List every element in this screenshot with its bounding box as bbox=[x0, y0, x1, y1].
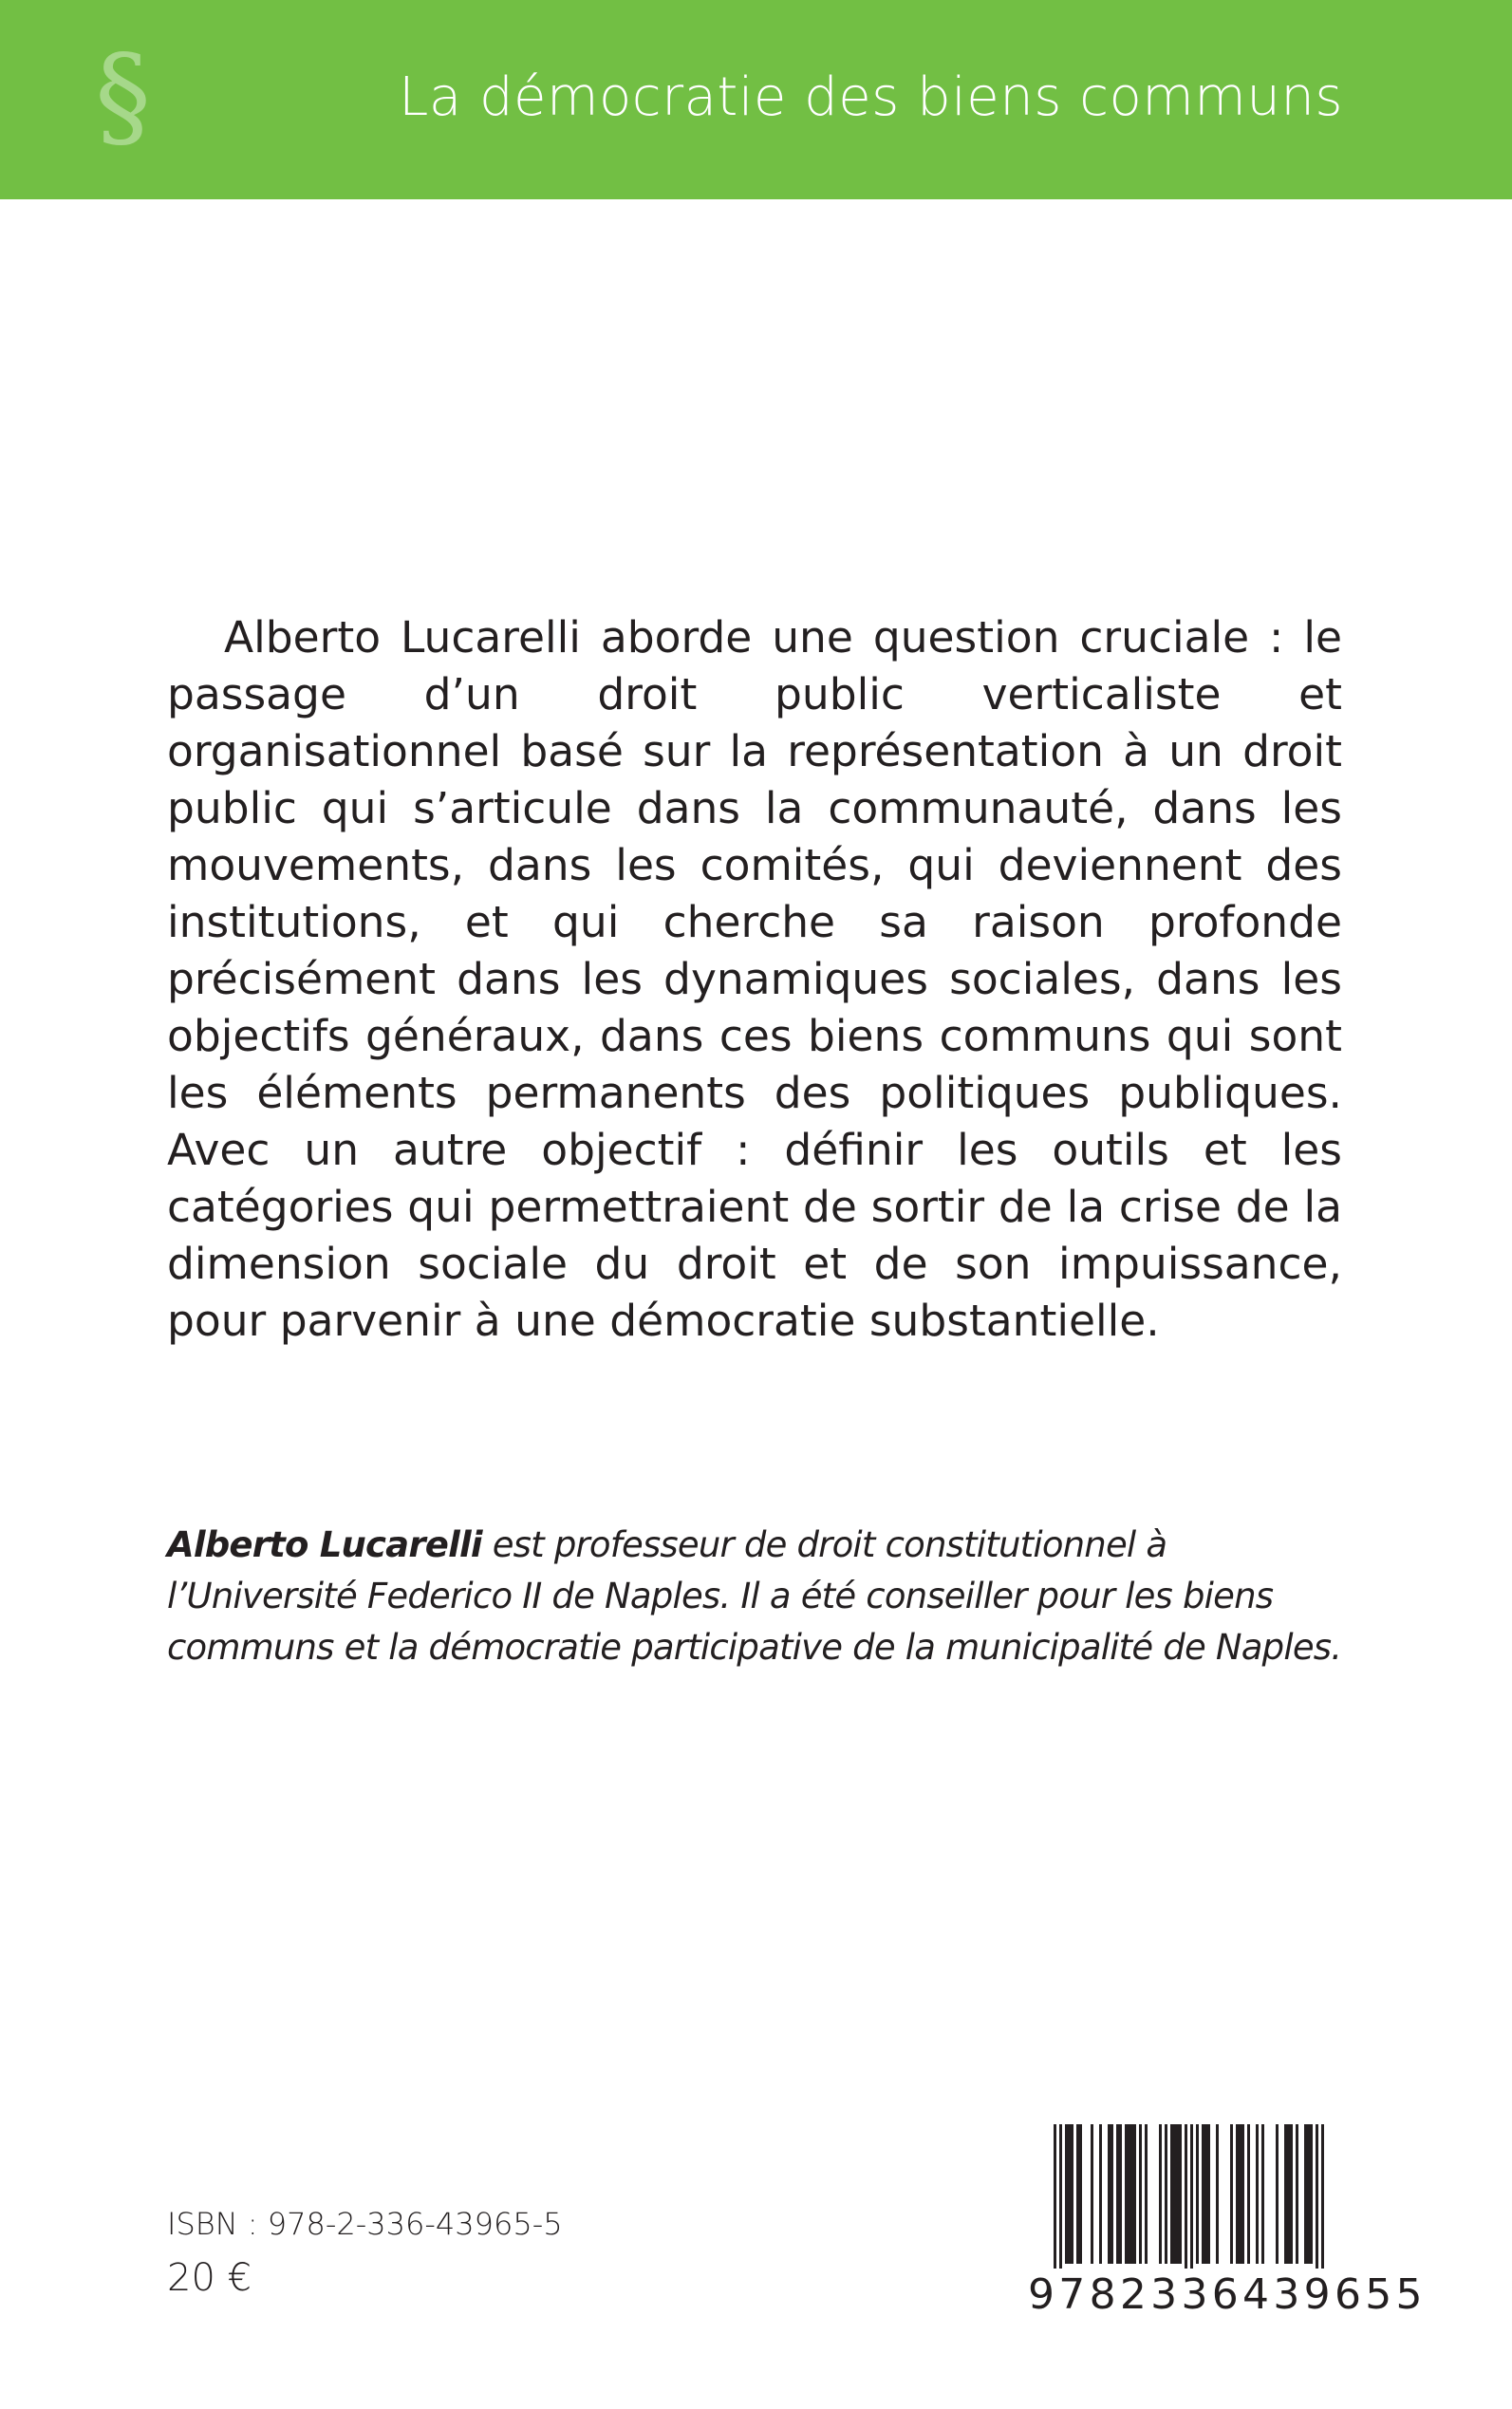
author-bio-text: est professeur de droit constitutionnel à l’Université Federico II de Naples. Il a été conseiller pour les biens communs et la démocratie participative de la municipalité de Naples. bbox=[167, 1524, 1342, 1668]
barcode-bar bbox=[1284, 2124, 1287, 2264]
barcode-bar bbox=[1059, 2124, 1062, 2281]
barcode-bar bbox=[1204, 2124, 1207, 2264]
barcode-bar bbox=[1116, 2124, 1119, 2264]
barcode-bar bbox=[1276, 2124, 1279, 2264]
barcode-bar bbox=[1111, 2124, 1113, 2264]
header-band bbox=[0, 0, 1512, 199]
section-symbol-icon: § bbox=[95, 30, 151, 161]
barcode-bars bbox=[1028, 2124, 1333, 2281]
price-label: 20 € bbox=[167, 2256, 252, 2300]
barcode-bar bbox=[1202, 2124, 1204, 2264]
barcode-bar bbox=[1261, 2124, 1264, 2264]
barcode-bar bbox=[1130, 2124, 1133, 2264]
barcode-bar bbox=[1321, 2124, 1324, 2281]
isbn-label: ISBN : 978-2-336-43965-5 bbox=[167, 2206, 563, 2242]
barcode-bar bbox=[1054, 2124, 1056, 2281]
barcode-bar bbox=[1099, 2124, 1102, 2264]
barcode-bar bbox=[1145, 2124, 1148, 2264]
barcode-bar bbox=[1065, 2124, 1068, 2264]
barcode-bar bbox=[1307, 2124, 1310, 2264]
barcode-bar bbox=[1170, 2124, 1173, 2264]
barcode-bar bbox=[1108, 2124, 1111, 2264]
barcode-bar bbox=[1159, 2124, 1162, 2264]
barcode-bar bbox=[1196, 2124, 1199, 2264]
barcode-digits: 9782336439655 bbox=[1028, 2269, 1333, 2322]
barcode-bar bbox=[1091, 2124, 1093, 2264]
barcode-bar bbox=[1256, 2124, 1259, 2264]
barcode-bar bbox=[1185, 2124, 1187, 2281]
barcode-bar bbox=[1239, 2124, 1241, 2264]
barcode-bar bbox=[1176, 2124, 1179, 2264]
barcode-bar bbox=[1125, 2124, 1128, 2264]
barcode-bar bbox=[1128, 2124, 1130, 2264]
barcode-bar bbox=[1139, 2124, 1142, 2264]
barcode-bar bbox=[1296, 2124, 1298, 2264]
barcode-bar bbox=[1304, 2124, 1307, 2264]
series-title: La démocratie des biens communs bbox=[399, 66, 1343, 128]
author-name: Alberto Lucarelli bbox=[167, 1524, 482, 1565]
barcode-bar bbox=[1173, 2124, 1176, 2264]
barcode-bar bbox=[1316, 2124, 1318, 2281]
author-bio bbox=[167, 1520, 1344, 1673]
barcode-bar bbox=[1079, 2124, 1082, 2264]
barcode-bar bbox=[1133, 2124, 1136, 2264]
barcode-bar bbox=[1310, 2124, 1313, 2264]
barcode-bar bbox=[1287, 2124, 1290, 2264]
barcode-bar bbox=[1076, 2124, 1079, 2264]
back-cover-blurb: Alberto Lucarelli aborde une question cruciale : le passage d’un droit public verticaliste et organisationnel basé sur la représentation à un droit public qui s’articule dans la communauté, dans les mouvements, dans les comités, qui deviennent des institutions, et qui cherche sa raison profonde précisément dans les dynamiques sociales, dans les objectifs généraux, dans ces biens communs qui sont les éléments permanents des politiques publiques. Avec un autre objectif : définir les outils et les catégories qui permettraient de sortir de la crise de la dimension sociale du droit et de son impuissance, pour parvenir à une démocratie substantielle. bbox=[167, 612, 1342, 1346]
barcode-bar bbox=[1207, 2124, 1210, 2264]
barcode-bar bbox=[1290, 2124, 1293, 2264]
barcode-bar bbox=[1068, 2124, 1071, 2264]
barcode-bar bbox=[1247, 2124, 1250, 2264]
barcode-bar bbox=[1179, 2124, 1182, 2264]
barcode-bar bbox=[1190, 2124, 1193, 2281]
barcode-bar bbox=[1216, 2124, 1219, 2264]
barcode-bar bbox=[1241, 2124, 1244, 2264]
barcode bbox=[1028, 2124, 1427, 2324]
barcode-bar bbox=[1236, 2124, 1239, 2264]
barcode-bar bbox=[1230, 2124, 1233, 2264]
barcode-bar bbox=[1119, 2124, 1122, 2264]
barcode-bar bbox=[1165, 2124, 1167, 2264]
barcode-bar bbox=[1071, 2124, 1073, 2264]
